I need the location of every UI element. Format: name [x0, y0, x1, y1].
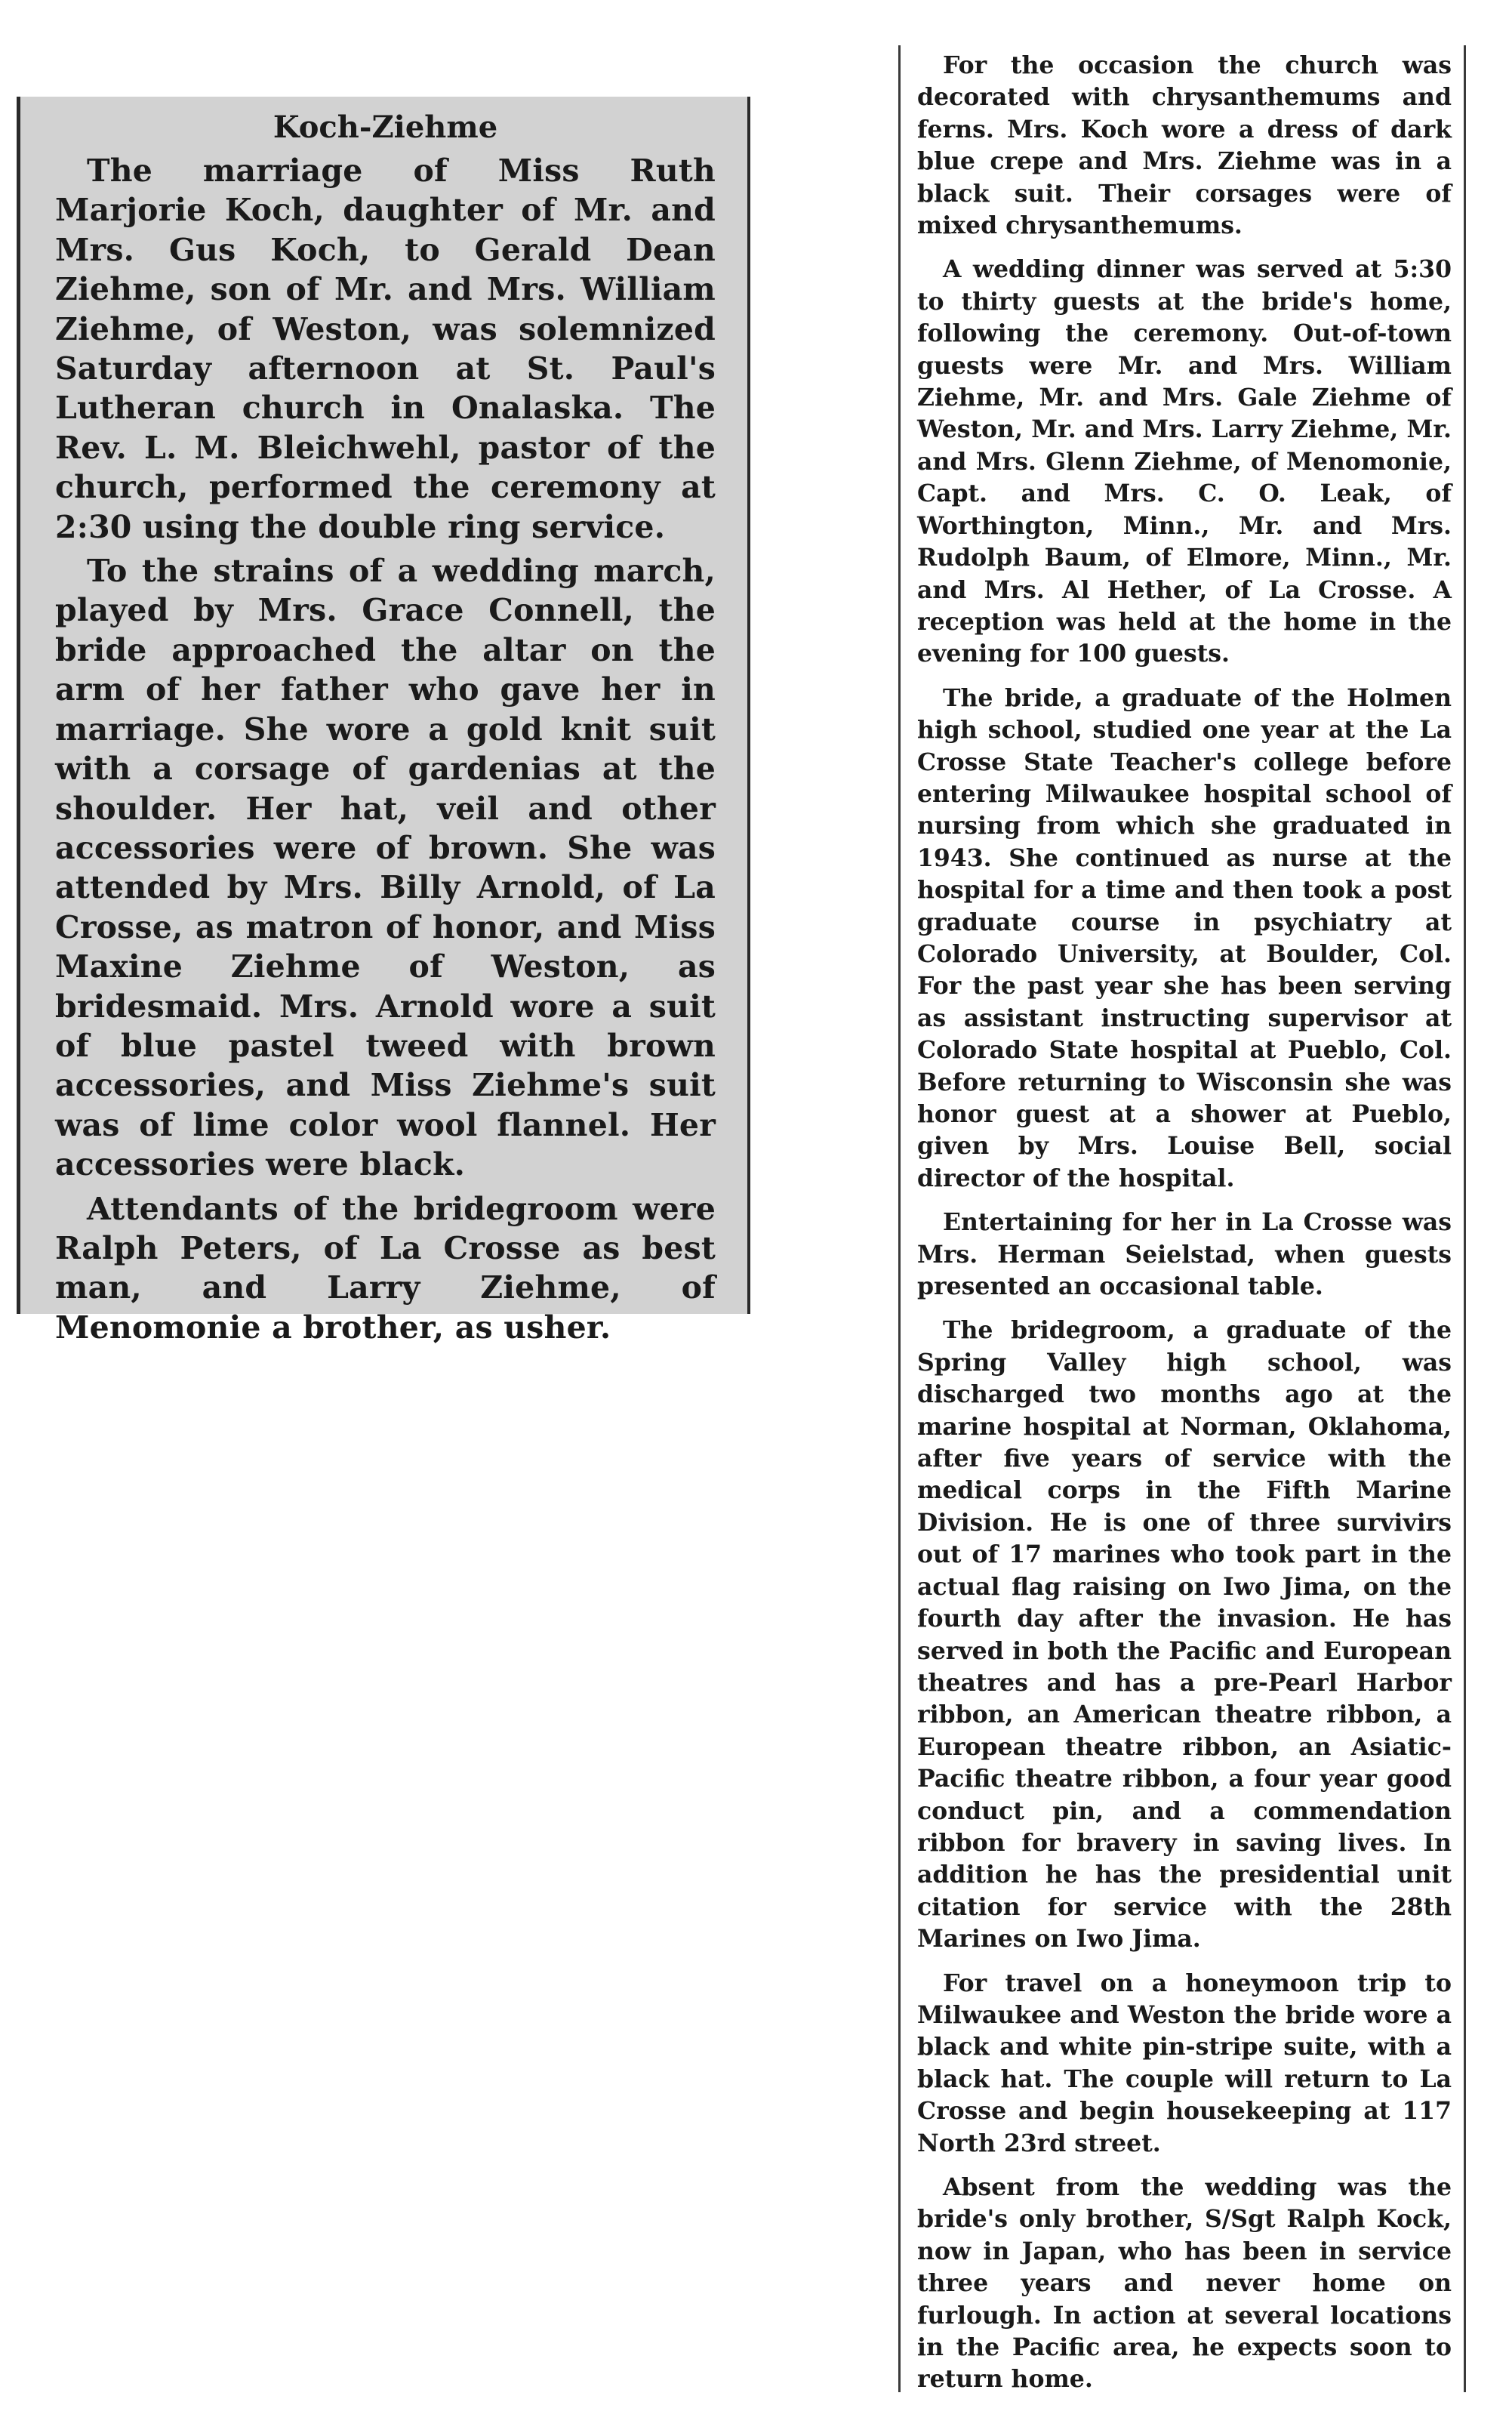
clipping-left-column: [17, 97, 750, 1346]
paragraph-bride-attire: To the strains of a wedding march, played by Mrs. Grace Connell, the bride approached the altar on the arm of her father who gave her in marriage. She wore a gold knit suit with a corsage of gardenias at the shoulder. Her hat, veil and other accessories were of brown. She was attended by Mrs. Billy Arnold, of La Crosse, as matron of honor, and Miss Maxine Ziehme of Weston, as bridesmaid. Mrs. Arnold wore a suit of blue pastel tweed with brown accessories, and Miss Ziehme's suit was of lime color wool flannel. Her accessories were black.: [55, 553, 716, 1183]
paragraph-bride-background: The bride, a graduate of the Holmen high school, studied one year at the La Crosse State Teacher's college before entering Milwaukee hospital school of nursing from which she graduated in 1943. She continued as nurse at the hospital for a time and then took a post graduate course in psychiatry at Colorado University, at Boulder, Col. For the past year she has been serving as assistant instructing supervisor at Colorado State hospital at Pueblo, Col. Before returning to Wisconsin she was honor guest at a shower at Pueblo, given by Mrs. Louise Bell, social director of the hospital.: [917, 683, 1452, 1192]
paragraph-absent-brother: Absent from the wedding was the bride's only brother, S/Sgt Ralph Kock, now in Japan, who has been in service three years and never home on furlough. In action at several locations in the Pacific area, he expects soon to return home.: [917, 2173, 1452, 2394]
paragraph-ceremony: The marriage of Miss Ruth Marjorie Koch, daughter of Mr. and Mrs. Gus Koch, to Gerald Dean Ziehme, son of Mr. and Mrs. William Ziehme, of Weston, was solemnized Saturday afternoon at St. Paul's Lutheran church in Onalaska. The Rev. L. M. Bleichwehl, pastor of the church, performed the ceremony at 2:30 using the double ring service.: [55, 153, 716, 545]
article-headline: Koch-Ziehme: [273, 109, 498, 145]
paragraph-decorations: For the occasion the church was decorated with chrysanthemums and ferns. Mrs. Koch wore a dress of dark blue crepe and Mrs. Ziehme was in a black suit. Their corsages were of mixed chrysanthemums.: [917, 51, 1452, 240]
paragraph-bridegroom-service: The bridegroom, a graduate of the Spring Valley high school, was discharged two months ago at the marine hospital at Norman, Oklahoma, after five years of service with the medical corps in the Fifth Marine Division. He is one of three survivirs out of 17 marines who took part in the actual flag raising on Iwo Jima, on the fourth day after the invasion. He has served in both the Pacific and European theatres and has a pre-Pearl Harbor ribbon, an American theatre ribbon, a European theatre ribbon, an Asiatic-Pacific theatre ribbon, a four year good conduct pin, and a commendation ribbon for bravery in saving lives. In addition he has the presidential unit citation for service with the 28th Marines on Iwo Jima.: [917, 1316, 1452, 1953]
paragraph-groom-attendants: Attendants of the bridegroom were Ralph Peters, of La Crosse as best man, and Larry Ziehme, of Menomonie a brother, as usher.: [55, 1190, 716, 1346]
paragraph-honeymoon: For travel on a honeymoon trip to Milwaukee and Weston the bride wore a black and white pin-stripe suite, with a black hat. The couple will return to La Crosse and begin housekeeping at 117 North 23rd street.: [917, 1969, 1452, 2157]
paragraph-entertaining: Entertaining for her in La Crosse was Mrs. Herman Seielstad, when guests presented an occasional table.: [917, 1208, 1452, 1301]
paragraph-wedding-dinner: A wedding dinner was served at 5:30 to thirty guests at the bride's home, following the ceremony. Out-of-town guests were Mr. and Mrs. William Ziehme, Mr. and Mrs. Gale Ziehme of Weston, Mr. and Mrs. Larry Ziehme, Mr. and Mrs. Glenn Ziehme, of Menomonie, Capt. and Mrs. C. O. Leak, of Worthington, Minn., Mr. and Mrs. Rudolph Baum, of Elmore, Minn., Mr. and Mrs. Al Hether, of La Crosse. A reception was held at the home in the evening for 100 guests.: [917, 255, 1452, 668]
clipping-right-column: [898, 45, 1466, 2392]
